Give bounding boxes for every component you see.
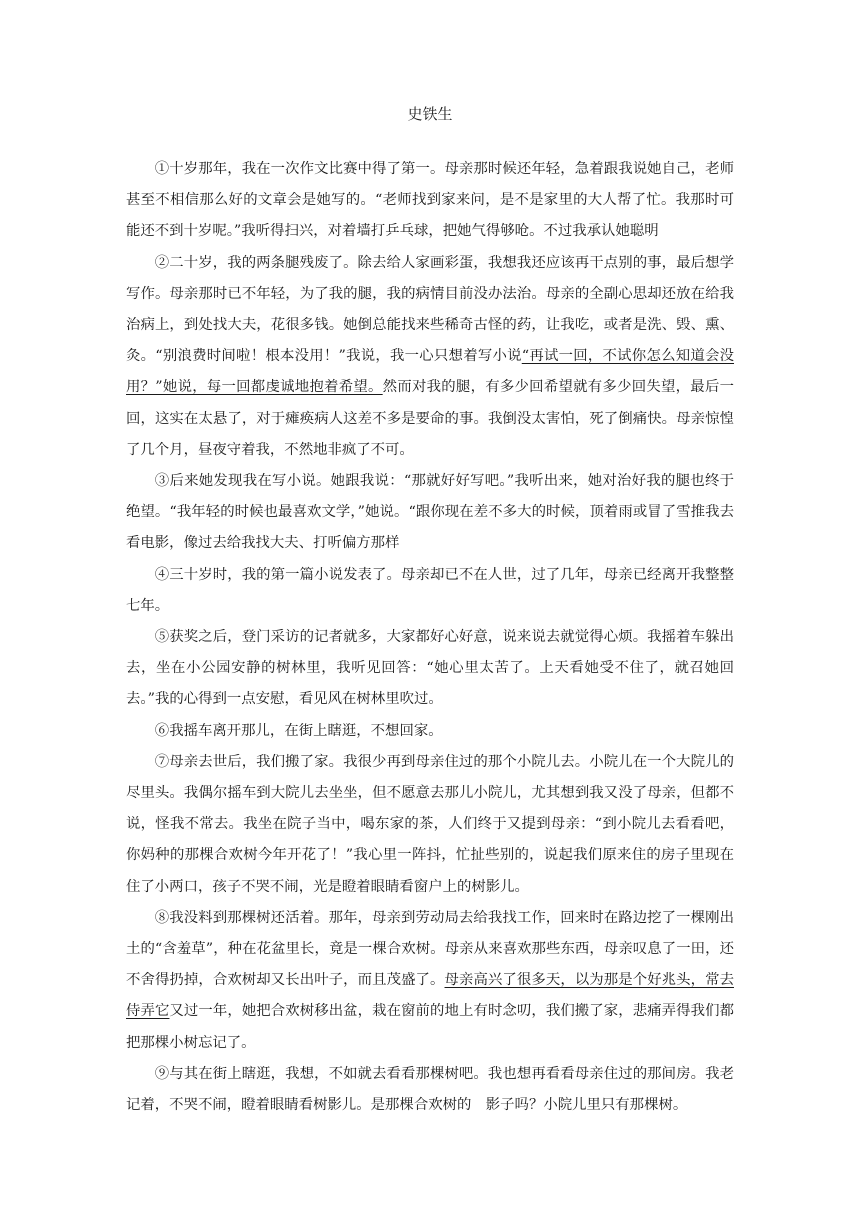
paragraph-1: [126, 154, 734, 248]
article-body: [126, 154, 734, 1121]
paragraph-text: ③后来她发现我在写小说。她跟我说：“那就好好写吧。”我听出来，她对治好我的腿也终于绝望。“我年轻的时候也最喜欢文学，”她说。“跟你现在差不多大的时候，顶着雨或冒了雪推我去看电影，像过去给我找大夫、打听偏方那样: [126, 473, 734, 552]
paragraph-6: [126, 716, 734, 747]
paragraph-text: ⑤获奖之后，登门采访的记者就多，大家都好心好意，说来说去就觉得心烦。我摇着车躲出去，坐在小公园安静的树林里，我听见回答：“她心里太苦了。上天看她受不住了，就召她回去。”我的心得到一点安慰，看见风在树林里吹过。: [126, 629, 734, 708]
underlined-text: 母亲高兴了很多天，以为那是个好兆头，常去侍弄它: [126, 972, 734, 1020]
paragraph-4: [126, 560, 734, 622]
underlined-text: “再试一回，不试你怎么知道会没用？”她说，每一回都虔诚地抱着希望。: [126, 348, 735, 396]
paragraph-2: [126, 248, 734, 466]
paragraph-text: 又过一年，她把合欢树移出盆，栽在窗前的地上有时念叨，我们搬了家，悲痛弄得我们都把那棵小树忘记了。: [126, 1003, 734, 1051]
paragraph-text: ⑨与其在街上瞎逛，我想，不如就去看看那棵树吧。我也想再看看母亲住过的那间房。我老记着，不哭不闹，瞪着眼睛看树影儿。是那棵合欢树的 影子吗？小院儿里只有那棵树。: [126, 1065, 734, 1114]
paragraph-text: ⑦母亲去世后，我们搬了家。我很少再到母亲住过的那个小院儿去。小院儿在一个大院儿的尽里头。我偶尔摇车到大院儿去坐坐，但不愿意去那儿小院儿，尤其想到我又没了母亲，但都不说，怪我不常去。我坐在院子当中，喝东家的茶，人们终于又提到母亲：“到小院儿去看看吧，你妈种的那棵合欢树今年开花了！”我心里一阵抖，忙扯些别的，说起我们原来住的房子里现在住了小两口，孩子不哭不闹，光是瞪着眼睛看窗户上的树影儿。: [126, 753, 734, 895]
author-name: 史铁生: [407, 105, 453, 123]
paragraph-text: ②二十岁，我的两条腿残废了。除去给人家画彩蛋，我想我还应该再干点别的事，最后想学写作。母亲那时已不年轻，为了我的腿，我的病情目前没办法治。母亲的全副心思却还放在给我治病上，到处找大夫，花很多钱。她倒总能找来些稀奇古怪的药，让我吃，或者是洗、毁、熏、灸。“别浪费时间啦！根本没用！”我说，我一心只想着写小说: [126, 254, 734, 365]
paragraph-text: ⑥我摇车离开那儿，在街上瞎逛，不想回家。: [154, 722, 443, 739]
paragraph-7: [126, 747, 734, 903]
paragraph-text: ⑧我没料到那棵树还活着。那年，母亲到劳动局去给我找工作，回来时在路边挖了一棵刚出土的“含羞草”，种在花盆里长，竟是一棵合欢树。母亲从来喜欢那些东西，母亲叹息了一田，还不舍得扔掉，合欢树却又长出叶子，而且茂盛了。: [126, 909, 734, 989]
paragraph-text: ①十岁那年，我在一次作文比赛中得了第一。母亲那时候还年轻，急着跟我说她自己，老师甚至不相信那么好的文章会是她写的。“老师找到家来问，是不是家里的大人帮了忙。我那时可能还不到十岁呢。”我听得扫兴，对着墙打乒乓球，把她气得够呛。不过我承认她聪明: [126, 161, 734, 240]
paragraph-9: [126, 1059, 734, 1121]
paragraph-8: [126, 903, 734, 1059]
paragraph-text: ④三十岁时，我的第一篇小说发表了。母亲却已不在人世，过了几年，母亲已经离开我整整七年。: [126, 566, 734, 614]
paragraph-text: 然而对我的腿，有多少回希望就有多少回失望，最后一回，这实在太悬了，对于瘫痪病人这差不多是要命的事。我倒没太害怕，死了倒痛快。母亲惊惶了几个月，昼夜守着我，不然地非疯了不可。: [126, 379, 735, 458]
paragraph-5: [126, 622, 734, 716]
paragraph-3: [126, 466, 734, 560]
